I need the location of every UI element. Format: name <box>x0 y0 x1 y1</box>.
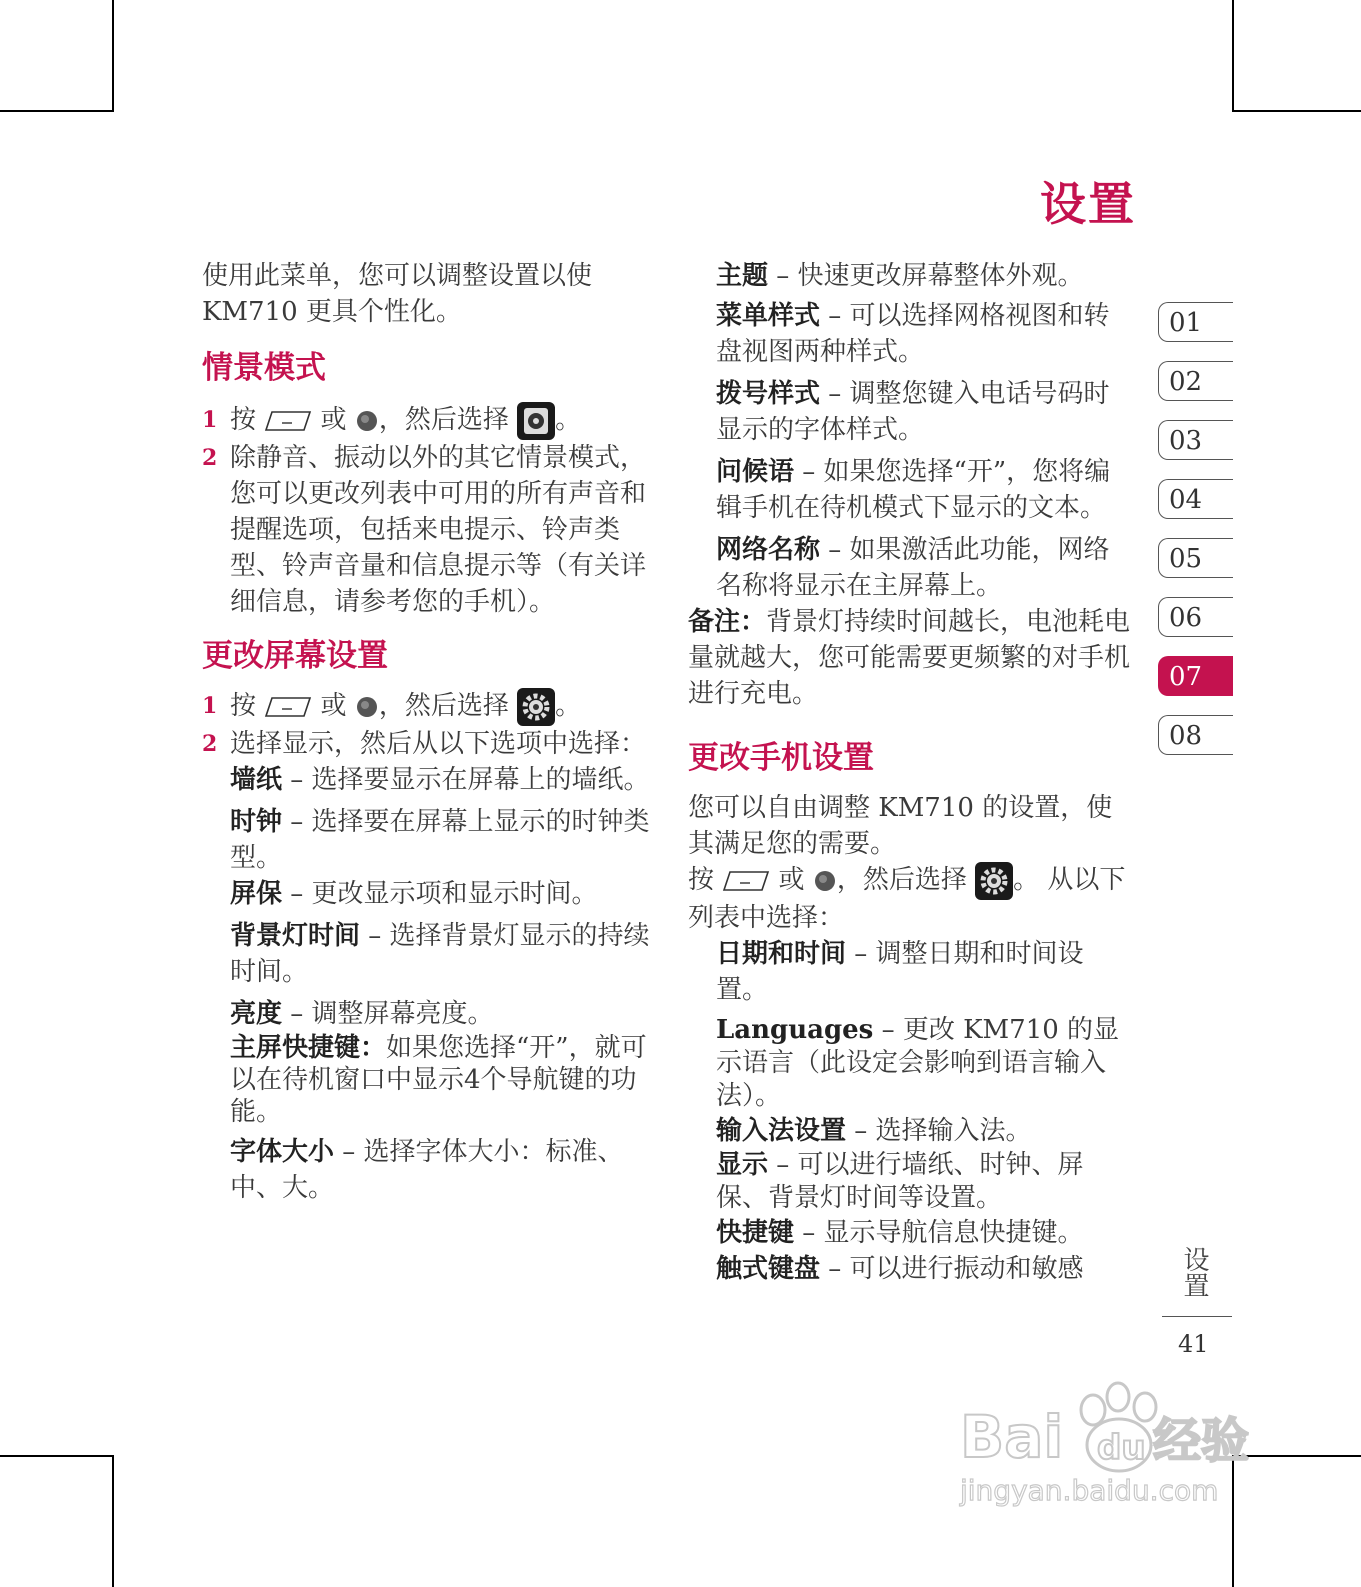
page-number: 41 <box>1178 1330 1209 1358</box>
chapter-tab[interactable]: 04 <box>1158 479 1233 519</box>
option-sep: – <box>768 261 798 291</box>
section-intro: 您可以自由调整 KM710 的设置，使其满足您的需要。 <box>688 793 1113 859</box>
option-desc: 更改显示项和显示时间。 <box>311 879 598 909</box>
option-term: 输入法设置 <box>716 1116 847 1146</box>
option-item <box>202 762 652 798</box>
step-number: 1 <box>202 407 218 433</box>
note <box>688 604 1133 712</box>
option-sep: – <box>846 1116 876 1146</box>
crop-mark <box>112 1455 114 1587</box>
option-item <box>202 996 652 1032</box>
option-desc: 可以进行墙纸、时钟、屏保、背景灯时间等设置。 <box>716 1150 1084 1213</box>
step-2 <box>202 440 652 620</box>
step-2 <box>202 726 652 762</box>
profile-speaker-icon <box>517 402 555 440</box>
option-item <box>688 1215 1133 1251</box>
option-item <box>688 532 1133 604</box>
crop-mark <box>1232 0 1234 112</box>
option-desc: 选择要显示在屏幕上的墙纸。 <box>311 765 650 795</box>
option-term: 主题 <box>716 261 769 291</box>
chapter-tab[interactable]: 01 <box>1158 302 1233 342</box>
option-term: 问候语 <box>716 457 795 487</box>
section-step <box>688 862 1133 936</box>
step-text: 。 从以下列表中选择： <box>688 865 1126 933</box>
option-desc: 更改 KM710 的显示语言（此设定会影响到语言输入法）。 <box>716 1015 1120 1111</box>
page-title: 设置 <box>1040 177 1136 231</box>
option-desc: 如果激活此功能，网络名称将显示在主屏幕上。 <box>716 535 1110 601</box>
section-heading: 更改屏幕设置 <box>202 638 388 674</box>
chapter-tab[interactable]: 03 <box>1158 420 1233 460</box>
option-desc: 选择输入法。 <box>875 1116 1032 1146</box>
svg-text:du: du <box>1097 1428 1146 1468</box>
option-term: 背景灯时间 <box>230 921 361 951</box>
option-item <box>202 876 652 912</box>
settings-gear-icon <box>975 862 1013 900</box>
step-text: 按 <box>230 405 257 435</box>
option-term: 时钟 <box>230 807 283 837</box>
step-number: 2 <box>202 445 218 471</box>
option-item <box>688 1113 1133 1149</box>
option-desc: 调整日期和时间设置。 <box>716 939 1084 1005</box>
chapter-tab[interactable]: 08 <box>1158 715 1233 755</box>
note-label: 备注： <box>688 607 767 637</box>
option-sep: – <box>820 301 850 331</box>
chapter-tab[interactable]: 02 <box>1158 361 1233 401</box>
option-desc: 可以选择网格视图和转盘视图两种样式。 <box>716 301 1110 367</box>
note-text: 背景灯持续时间越长，电池耗电量就越大，您可能需要更频繁的对手机进行充电。 <box>688 607 1131 709</box>
option-sep: – <box>820 379 850 409</box>
option-term: 屏保 <box>230 879 283 909</box>
option-term: 快捷键 <box>716 1218 795 1248</box>
step-text: 。 <box>555 691 582 721</box>
option-item <box>688 298 1133 370</box>
section-heading: 更改手机设置 <box>688 740 874 776</box>
section-heading: 情景模式 <box>202 350 326 386</box>
option-item <box>202 1032 652 1128</box>
option-item <box>688 258 1133 294</box>
option-term: 亮度 <box>230 999 283 1029</box>
option-item <box>688 1251 1133 1287</box>
svg-text:Bai: Bai <box>960 1403 1064 1471</box>
step-text: ，然后选择 <box>378 405 509 435</box>
left-column <box>202 258 652 1206</box>
option-term: 拨号样式 <box>716 379 821 409</box>
divider <box>1162 1316 1232 1317</box>
step-number: 2 <box>202 731 218 757</box>
step-text: 。 <box>555 405 582 435</box>
step-1 <box>202 688 652 726</box>
option-item <box>688 1149 1133 1215</box>
nav-dot-icon <box>355 409 379 433</box>
option-term: 显示 <box>716 1150 769 1180</box>
step-text: 按 <box>230 691 257 721</box>
option-term: 日期和时间 <box>716 939 847 969</box>
option-sep: – <box>334 1137 364 1167</box>
option-sep: – <box>282 999 312 1029</box>
option-desc: 选择背景灯显示的持续时间。 <box>230 921 650 987</box>
chapter-tab-active[interactable]: 07 <box>1158 656 1233 696</box>
option-item <box>688 936 1133 1008</box>
option-item <box>688 454 1133 526</box>
option-sep: – <box>794 457 824 487</box>
step-text: 选择显示，然后从以下选项中选择： <box>230 729 647 759</box>
svg-text:经验: 经验 <box>1153 1413 1250 1469</box>
option-term: 网络名称 <box>716 535 821 565</box>
step-1 <box>202 402 652 440</box>
option-item <box>202 1134 652 1206</box>
option-sep: – <box>360 921 390 951</box>
step-text: 除静音、振动以外的其它情景模式，您可以更改列表中可用的所有声音和提醒选项，包括来电提示、铃声类型、铃声音量和信息提示等（有关详细信息，请参考您的手机）。 <box>230 443 647 617</box>
option-desc: 调整您键入电话号码时显示的字体样式。 <box>716 379 1110 445</box>
side-section-title: 设置 <box>1179 1246 1209 1298</box>
right-column <box>688 258 1133 1287</box>
option-desc: 选择要在屏幕上显示的时钟类型。 <box>230 807 650 873</box>
crop-mark <box>1232 110 1361 112</box>
chapter-tab[interactable]: 05 <box>1158 538 1233 578</box>
crop-mark <box>0 110 114 112</box>
softkey-icon <box>722 870 770 892</box>
step-text: 或 <box>778 865 805 895</box>
option-term: 字体大小 <box>230 1137 335 1167</box>
step-text: 或 <box>320 405 347 435</box>
option-item <box>202 804 652 876</box>
step-text: ，然后选择 <box>378 691 509 721</box>
softkey-icon <box>264 410 312 432</box>
settings-gear-icon <box>517 688 555 726</box>
option-desc: 可以进行振动和敏感 <box>849 1254 1084 1284</box>
intro-text: 使用此菜单，您可以调整设置以使KM710 更具个性化。 <box>202 261 593 327</box>
baidu-watermark-logo <box>955 1365 1265 1515</box>
chapter-tab[interactable]: 06 <box>1158 597 1233 637</box>
option-term: Languages <box>716 1015 874 1045</box>
step-text: 按 <box>688 865 715 895</box>
option-item <box>202 918 652 990</box>
option-desc: 如果您选择“开”，您将编辑手机在待机模式下显示的文本。 <box>716 457 1111 523</box>
option-desc: 选择字体大小：标准、中、大。 <box>230 1137 624 1203</box>
option-sep: – <box>282 765 312 795</box>
option-desc: 如果您选择“开”，就可以在待机窗口中显示4个导航键的功能。 <box>230 1033 647 1127</box>
nav-dot-icon <box>813 869 837 893</box>
option-item <box>688 1014 1133 1113</box>
option-sep: – <box>846 939 876 969</box>
option-sep: – <box>873 1015 903 1045</box>
option-item <box>688 376 1133 448</box>
option-term: 墙纸 <box>230 765 283 795</box>
option-desc: 快速更改屏幕整体外观。 <box>797 261 1084 291</box>
softkey-icon <box>264 696 312 718</box>
crop-mark <box>112 0 114 112</box>
step-number: 1 <box>202 693 218 719</box>
option-desc: 显示导航信息快捷键。 <box>823 1218 1084 1248</box>
option-term: 主屏快捷键： <box>230 1033 387 1063</box>
option-term: 菜单样式 <box>716 301 821 331</box>
step-text: 或 <box>320 691 347 721</box>
option-sep: – <box>794 1218 824 1248</box>
option-term: 触式键盘 <box>716 1254 821 1284</box>
option-sep: – <box>820 535 850 565</box>
option-sep: – <box>820 1254 850 1284</box>
option-sep: – <box>768 1150 798 1180</box>
nav-dot-icon <box>355 695 379 719</box>
step-text: ，然后选择 <box>836 865 967 895</box>
crop-mark <box>0 1455 114 1457</box>
svg-text:jingyan.baidu.com: jingyan.baidu.com <box>960 1474 1219 1507</box>
option-sep: – <box>282 879 312 909</box>
option-desc: 调整屏幕亮度。 <box>311 999 494 1029</box>
option-sep: – <box>282 807 312 837</box>
